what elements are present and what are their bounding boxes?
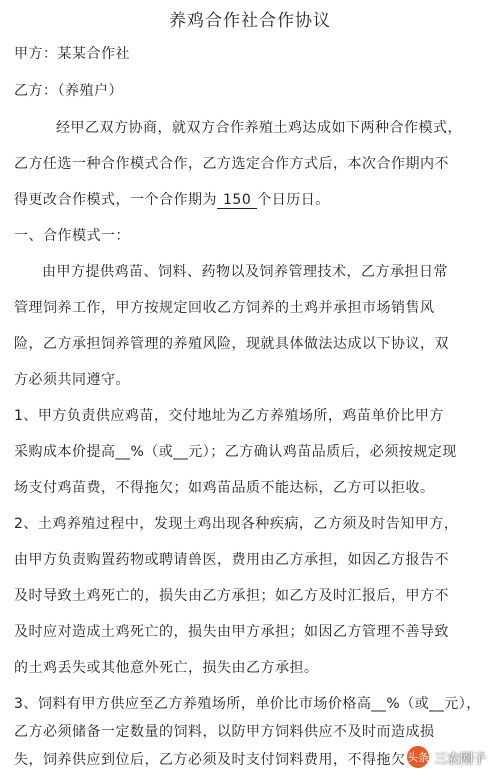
party-b: 乙方：（养殖户）: [14, 83, 123, 99]
watermark-text: 三农刚子: [433, 751, 486, 767]
para1-line-1: 由甲方提供鸡苗、饲料、药物以及饲养管理技术，乙方承担日常: [42, 264, 448, 280]
para1-line-2: 管理饲养工作，甲方按规定回收乙方饲养的土鸡并承担市场销售风: [14, 300, 435, 316]
item3-line-3: 失，饲养供应到位后，乙方必须及时支付饲料费用，不得拖欠: [14, 752, 406, 768]
intro-line-3: [14, 190, 488, 210]
item3-line-1: 3、饲料有甲方供应至乙方养殖场所，单价比市场价格高__%（或__元），: [14, 696, 481, 712]
section-1-heading: 一、合作模式一：: [14, 228, 130, 244]
intro-line-3b: 个日历日。: [257, 192, 330, 208]
intro-line-3a: 得更改合作模式，一个合作期为: [14, 192, 217, 208]
item2-line-5: 的土鸡丢失或其他意外死亡，损失由乙方承担。: [14, 660, 319, 676]
item2-line-1: 2、土鸡养殖过程中，发现土鸡出现各种疾病，乙方须及时告知甲方，: [14, 516, 459, 532]
document-title: 养鸡合作社合作协议: [169, 11, 331, 31]
intro-line-2: 乙方任选一种合作模式合作，乙方选定合作方式后，本次合作期内不: [14, 156, 449, 172]
period-days: 150: [217, 192, 257, 209]
item1-line-3: 场支付鸡苗费，不得拖欠；如鸡苗品质不能达标，乙方可以拒收。: [14, 480, 435, 496]
watermark: [406, 745, 486, 769]
item2-line-4: 及时应对造成土鸡死亡的，损失由甲方承担；如因乙方管理不善导致: [14, 624, 449, 640]
item1-line-2: 采购成本价提高__%（或__元）；乙方确认鸡苗品质后，必须按规定现: [14, 444, 457, 460]
item2-line-2: 由甲方负责购置药物或聘请兽医，费用由乙方承担，如因乙方报告不: [14, 552, 449, 568]
para1-line-4: 方必须共同遵守。: [14, 372, 130, 388]
toutiao-logo-icon: 头条: [406, 745, 430, 769]
item1-line-1: 1、甲方负责供应鸡苗，交付地址为乙方养殖场所，鸡苗单价比甲方: [14, 408, 444, 424]
item3-line-2: 乙方必须储备一定数量的饲料，以防甲方饲料供应不及时而造成损: [14, 724, 435, 740]
para1-line-3: 险，乙方承担饲养管理的养殖风险，现就具体做法达成以下协议，双: [14, 336, 449, 352]
item2-line-3: 及时导致土鸡死亡的，损失由乙方承担；如乙方及时汇报后，甲方不: [14, 588, 449, 604]
intro-line-1: 经甲乙双方协商，就双方合作养殖土鸡达成如下两种合作模式，: [56, 120, 462, 136]
party-a: 甲方：某某合作社: [14, 46, 130, 62]
